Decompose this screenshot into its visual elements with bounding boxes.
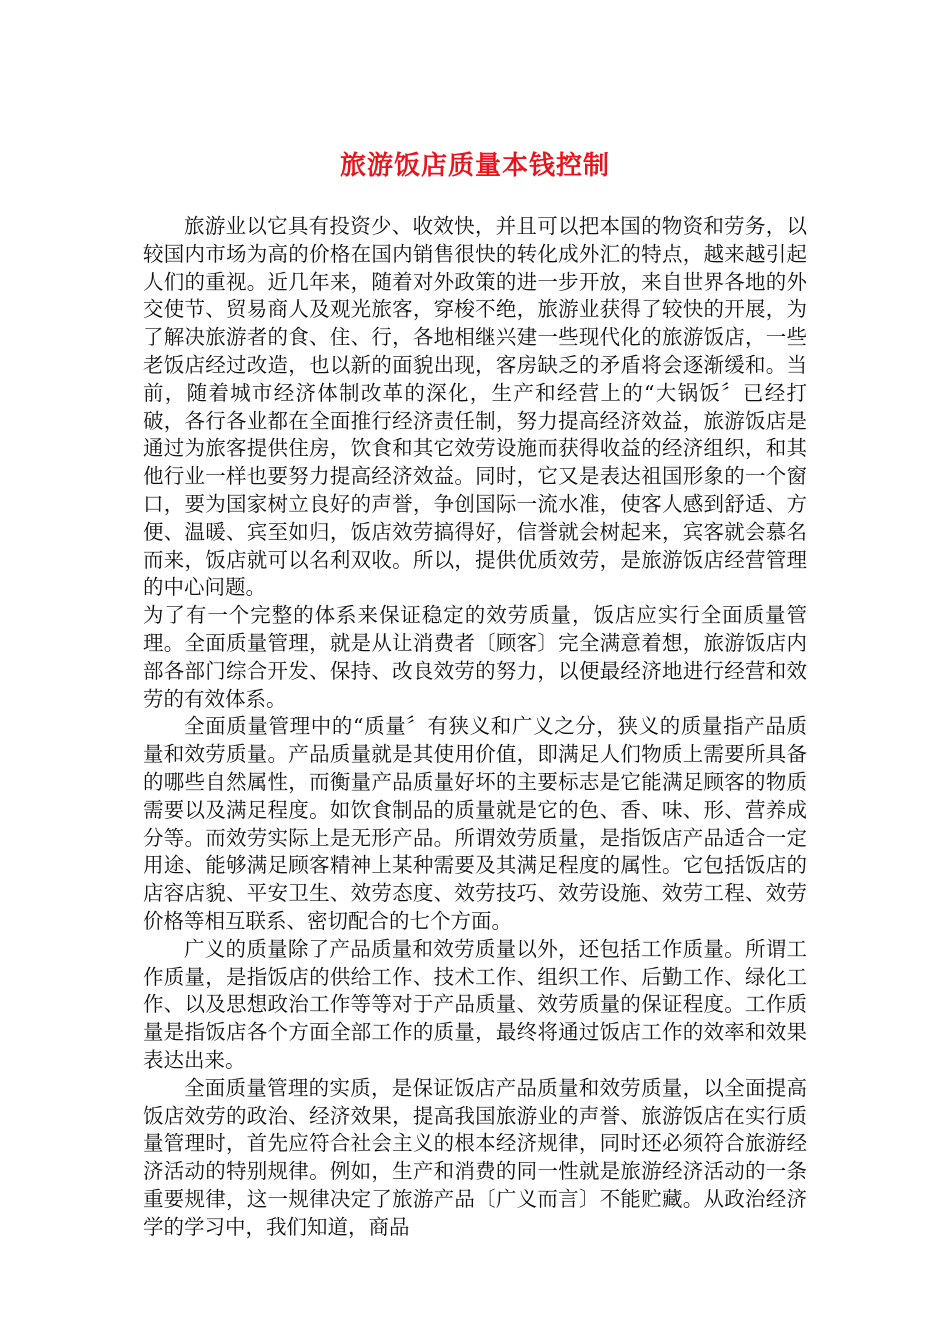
document-body	[143, 213, 807, 1241]
document-title: 旅游饭店质量本钱控制	[339, 151, 610, 181]
paragraph-1: 旅游业以它具有投资少、收效快，并且可以把本国的物资和劳务，以较国内市场为高的价格在国内销售很快的转化成外汇的特点，越来越引起人们的重视。近几年来，随着对外政策的进一步开放，来自世界各地的外交使节、贸易商人及观光旅客，穿梭不绝，旅游业获得了较快的开展，为了解决旅游者的食、住、行，各地相继兴建一些现代化的旅游饭店，一些老饭店经过改造，也以新的面貌出现，客房缺乏的矛盾将会逐渐缓和。当前，随着城市经济体制改革的深化，生产和经营上的“大锅饭〞已经打破，各行各业都在全面推行经济责任制，努力提高经济效益，旅游饭店是通过为旅客提供住房，饮食和其它效劳设施而获得收益的经济组织，和其他行业一样也要努力提高经济效益。同时，它又是表达祖国形象的一个窗口，要为国家树立良好的声誉，争创国际一流水准，使客人感到舒适、方便、温暖、宾至如归，饭店效劳搞得好，信誉就会树起来，宾客就会慕名而来，饭店就可以名利双收。所以，提供优质效劳，是旅游饭店经营管理的中心问题。	[143, 214, 807, 600]
paragraph-4: 广义的质量除了产品质量和效劳质量以外，还包括工作质量。所谓工作质量，是指饭店的供给工作、技术工作、组织工作、后勤工作、绿化工作、以及思想政治工作等等对于产品质量、效劳质量的保证程度。工作质量是指饭店各个方面全部工作的质量，最终将通过饭店工作的效率和效果表达出来。	[143, 936, 807, 1072]
paragraph-5: 全面质量管理的实质，是保证饭店产品质量和效劳质量，以全面提高饭店效劳的政治、经济效果，提高我国旅游业的声誉、旅游饭店在实行质量管理时，首先应符合社会主义的根本经济规律，同时还必须符合旅游经济活动的特别规律。例如，生产和消费的同一性就是旅游经济活动的一条重要规律，这一规律决定了旅游产品〔广义而言〕不能贮藏。从政治经济学的学习中，我们知道，商品	[143, 1075, 807, 1239]
paragraph-3: 全面质量管理中的“质量〞有狭义和广义之分，狭义的质量指产品质量和效劳质量。产品质量就是其使用价值，即满足人们物质上需要所具备的哪些自然属性，而衡量产品质量好坏的主要标志是它能满足顾客的物质需要以及满足程度。如饮食制品的质量就是它的色、香、味、形、营养成分等。而效劳实际上是无形产品。所谓效劳质量，是指饭店产品适合一定用途、能够满足顾客精神上某种需要及其满足程度的属性。它包括饭店的店容店貌、平安卫生、效劳态度、效劳技巧、效劳设施、效劳工程、效劳价格等相互联系、密切配合的七个方面。	[143, 714, 807, 933]
paragraph-2: 为了有一个完整的体系来保证稳定的效劳质量，饭店应实行全面质量管理。全面质量管理，就是从让消费者〔顾客〕完全满意着想，旅游饭店内部各部门综合开发、保持、改良效劳的努力，以便最经济地进行经营和效劳的有效体系。	[143, 603, 807, 711]
